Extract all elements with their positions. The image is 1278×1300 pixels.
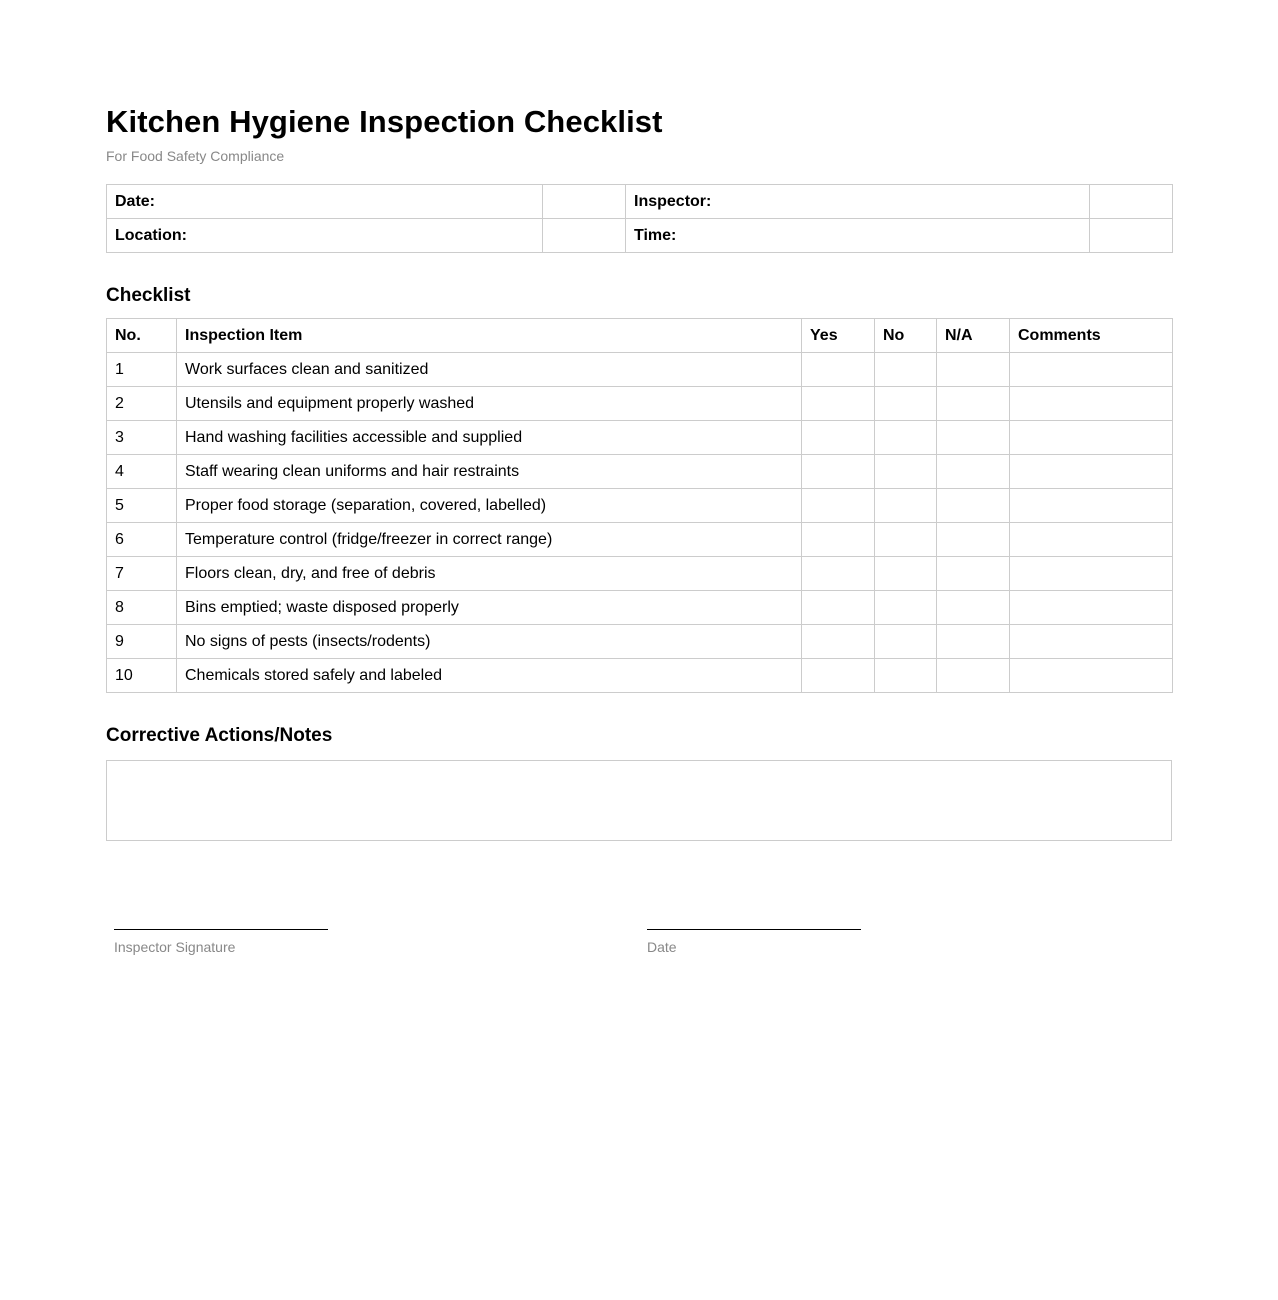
na-cell[interactable] (937, 353, 1010, 387)
no-cell[interactable] (875, 455, 937, 489)
comments-cell[interactable] (1010, 387, 1173, 421)
yes-cell[interactable] (802, 455, 875, 489)
table-row (107, 591, 1173, 625)
table-row (107, 489, 1173, 523)
yes-cell[interactable] (802, 353, 875, 387)
comments-cell[interactable] (1010, 557, 1173, 591)
column-header-yes: Yes (802, 319, 875, 353)
row-number: 3 (107, 421, 177, 455)
yes-cell[interactable] (802, 591, 875, 625)
comments-cell[interactable] (1010, 353, 1173, 387)
time-field[interactable] (1090, 219, 1173, 253)
yes-cell[interactable] (802, 523, 875, 557)
inspection-item: Utensils and equipment properly washed (177, 387, 802, 421)
comments-cell[interactable] (1010, 659, 1173, 693)
table-row (107, 625, 1173, 659)
yes-cell[interactable] (802, 557, 875, 591)
comments-cell[interactable] (1010, 625, 1173, 659)
checklist-header-row (107, 319, 1173, 353)
table-row (107, 421, 1173, 455)
date-label: Date: (107, 185, 543, 219)
notes-heading: Corrective Actions/Notes (106, 725, 333, 746)
inspector-signature-label: Inspector Signature (114, 939, 236, 955)
no-cell[interactable] (875, 421, 937, 455)
na-cell[interactable] (937, 591, 1010, 625)
inspection-item: No signs of pests (insects/rodents) (177, 625, 802, 659)
checklist-table (106, 318, 1173, 693)
document-subtitle: For Food Safety Compliance (106, 148, 285, 164)
inspector-field[interactable] (1090, 185, 1173, 219)
comments-cell[interactable] (1010, 591, 1173, 625)
table-row (107, 387, 1173, 421)
inspection-item: Temperature control (fridge/freezer in correct range) (177, 523, 802, 557)
no-cell[interactable] (875, 659, 937, 693)
inspection-item: Proper food storage (separation, covered, labelled) (177, 489, 802, 523)
location-label: Location: (107, 219, 543, 253)
inspection-item: Work surfaces clean and sanitized (177, 353, 802, 387)
yes-cell[interactable] (802, 387, 875, 421)
column-header-item: Inspection Item (177, 319, 802, 353)
no-cell[interactable] (875, 353, 937, 387)
na-cell[interactable] (937, 625, 1010, 659)
table-row (107, 455, 1173, 489)
na-cell[interactable] (937, 557, 1010, 591)
comments-cell[interactable] (1010, 421, 1173, 455)
column-header-no-answer: No (875, 319, 937, 353)
na-cell[interactable] (937, 455, 1010, 489)
row-number: 2 (107, 387, 177, 421)
row-number: 7 (107, 557, 177, 591)
no-cell[interactable] (875, 489, 937, 523)
inspection-item: Bins emptied; waste disposed properly (177, 591, 802, 625)
checklist-heading: Checklist (106, 285, 191, 306)
column-header-na: N/A (937, 319, 1010, 353)
na-cell[interactable] (937, 489, 1010, 523)
inspector-signature-block (114, 929, 328, 956)
no-cell[interactable] (875, 387, 937, 421)
no-cell[interactable] (875, 557, 937, 591)
comments-cell[interactable] (1010, 489, 1173, 523)
inspector-label: Inspector: (626, 185, 1090, 219)
yes-cell[interactable] (802, 489, 875, 523)
signature-date-line[interactable] (647, 929, 861, 930)
info-table (106, 184, 1173, 253)
yes-cell[interactable] (802, 625, 875, 659)
yes-cell[interactable] (802, 421, 875, 455)
no-cell[interactable] (875, 625, 937, 659)
column-header-comments: Comments (1010, 319, 1173, 353)
table-row (107, 557, 1173, 591)
no-cell[interactable] (875, 591, 937, 625)
info-row-location-time (107, 219, 1173, 253)
na-cell[interactable] (937, 387, 1010, 421)
comments-cell[interactable] (1010, 523, 1173, 557)
column-header-no: No. (107, 319, 177, 353)
location-field[interactable] (543, 219, 626, 253)
row-number: 8 (107, 591, 177, 625)
table-row (107, 523, 1173, 557)
notes-field[interactable] (106, 760, 1172, 841)
inspection-item: Staff wearing clean uniforms and hair restraints (177, 455, 802, 489)
na-cell[interactable] (937, 421, 1010, 455)
inspector-signature-line[interactable] (114, 929, 328, 930)
time-label: Time: (626, 219, 1090, 253)
row-number: 9 (107, 625, 177, 659)
document-title: Kitchen Hygiene Inspection Checklist (106, 104, 663, 139)
row-number: 5 (107, 489, 177, 523)
table-row (107, 353, 1173, 387)
inspection-item: Floors clean, dry, and free of debris (177, 557, 802, 591)
date-field[interactable] (543, 185, 626, 219)
inspection-item: Chemicals stored safely and labeled (177, 659, 802, 693)
info-row-date-inspector (107, 185, 1173, 219)
na-cell[interactable] (937, 659, 1010, 693)
inspection-item: Hand washing facilities accessible and supplied (177, 421, 802, 455)
row-number: 6 (107, 523, 177, 557)
signature-section (106, 929, 1172, 969)
table-row (107, 659, 1173, 693)
row-number: 1 (107, 353, 177, 387)
signature-date-label: Date (647, 939, 677, 955)
na-cell[interactable] (937, 523, 1010, 557)
yes-cell[interactable] (802, 659, 875, 693)
comments-cell[interactable] (1010, 455, 1173, 489)
row-number: 10 (107, 659, 177, 693)
row-number: 4 (107, 455, 177, 489)
signature-date-block (647, 929, 861, 956)
no-cell[interactable] (875, 523, 937, 557)
